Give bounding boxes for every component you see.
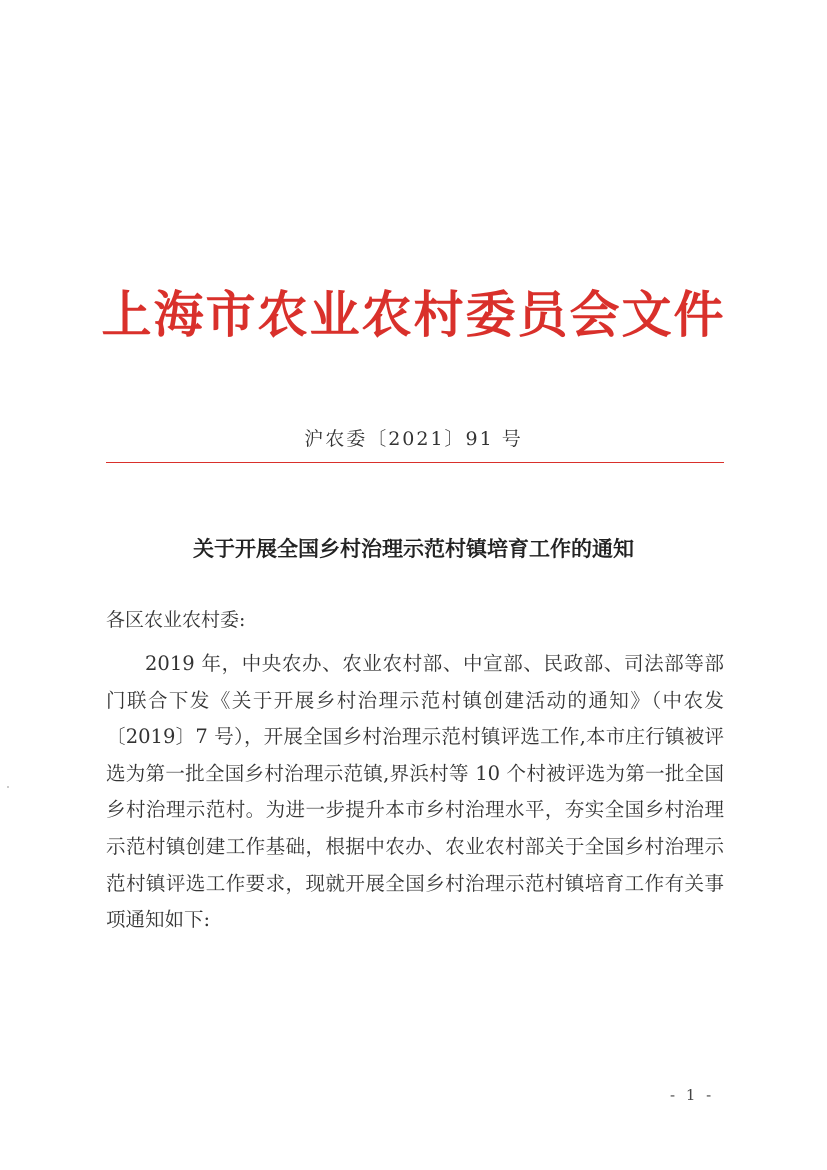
document-number: 沪农委〔2021〕91 号 xyxy=(304,428,523,450)
notice-title: 关于开展全国乡村治理示范村镇培育工作的通知 xyxy=(193,536,634,561)
scan-artifact-dot xyxy=(7,786,9,788)
page-number: - 1 - xyxy=(670,1086,715,1104)
body-paragraph: 2019 年，中央农办、农业农村部、中宣部、民政部、司法部等部门联合下发《关于开展乡村治理示范村镇创建活动的通知》（中农发〔2019〕7 号），开展全国乡村治理示范村镇评选工作,本市庄行镇被评选为第一批全国乡村治理示范镇,界浜村等 10 个村被评选为第一批全国乡村治理示范村。为进一步提升本市乡村治理水平，夯实全国乡村治理示范村镇创建工作基础，根据中农办、农业农村部关于全国乡村治理示范村镇评选工作要求，现就开展全国乡村治理示范村镇培育工作有关事项通知如下: xyxy=(106,652,724,932)
salutation: 各区农业农村委: xyxy=(106,609,246,631)
agency-header-title: 上海市农业农村委员会文件 xyxy=(101,285,726,344)
red-separator-line xyxy=(106,462,724,463)
